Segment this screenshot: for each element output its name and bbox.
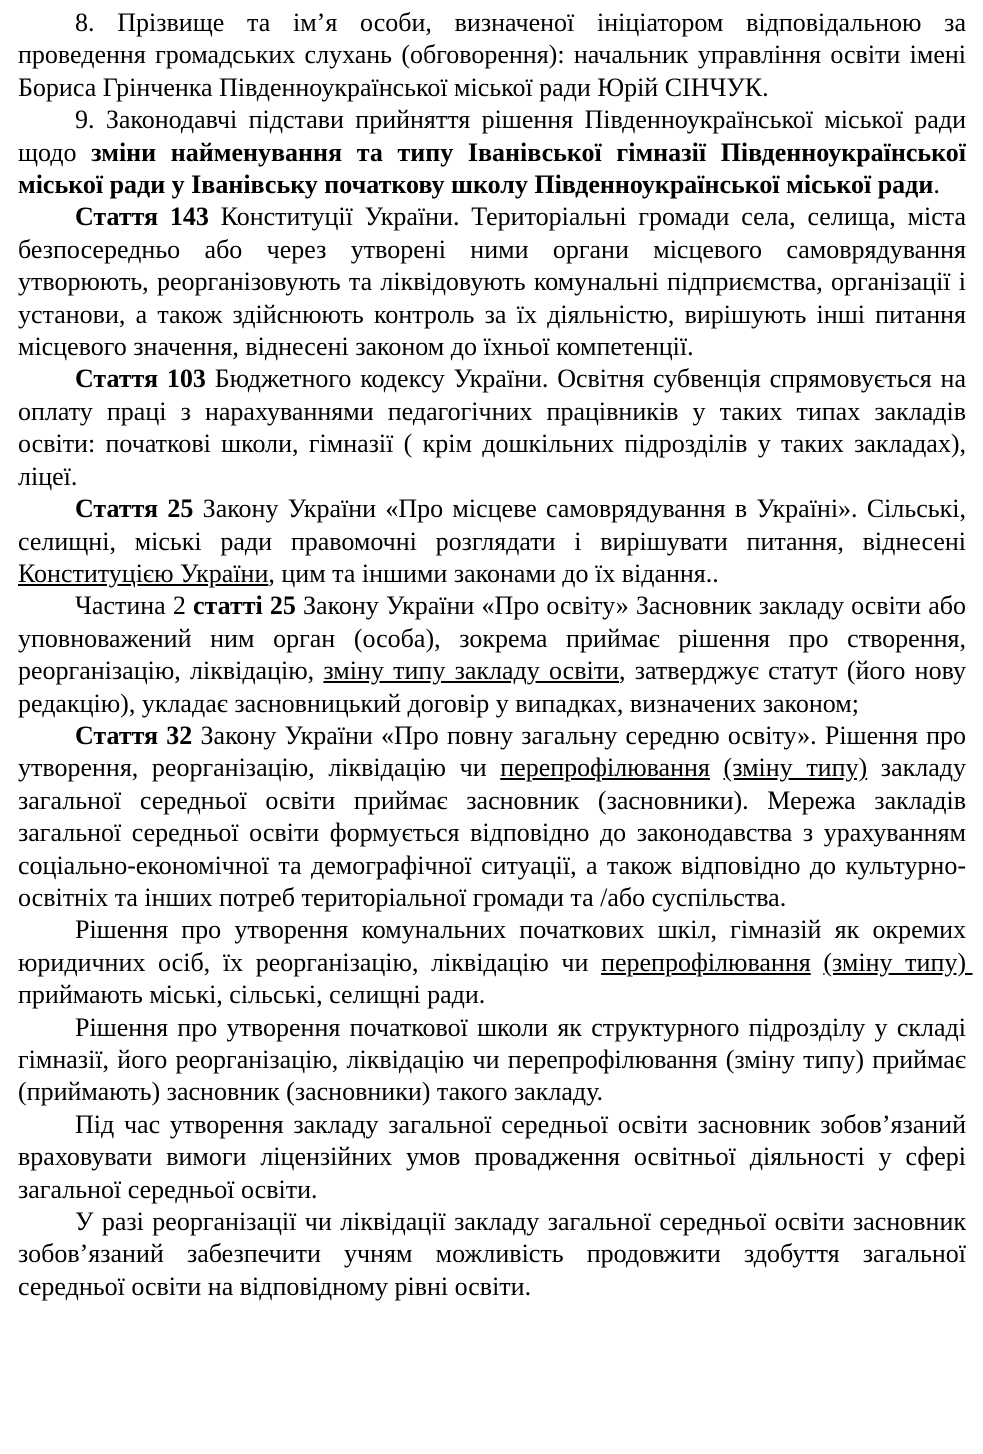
paragraph-reorganization-guarantee	[18, 1206, 973, 1303]
text-run: Стаття 32	[75, 720, 193, 750]
text-run	[811, 948, 824, 977]
text-run: , затверджує статут (його нову редакцію), укладає засновницький договір у випадках, визначених законом;	[18, 656, 973, 718]
text-run: Бюджетного кодексу України. Освітня субвенція спрямовується на оплату праці з нарахуваннями педагогічних працівників у таких типах закладів освіти: початкові школи, гімназії ( крім дошкільних підрозділів у таких закладах), ліцеї.	[18, 364, 973, 491]
text-run: Рішення про утворення початкової школи як структурного підрозділу у складі гімназії, його реорганізацію, ліквідацію чи перепрофілювання (зміну типу) приймає (приймають) засновник (засновники) такого закладу.	[18, 1012, 973, 1107]
text-run: статті 25	[193, 591, 296, 621]
text-run: Частина 2	[75, 591, 193, 621]
paragraph-article-143	[18, 201, 973, 363]
text-run: Конституцією України	[18, 558, 269, 588]
text-run: Закону України «Про місцеве самоврядування в Україні». Сільські, селищні, міські ради правомочні розглядати і вирішувати питання, віднесені	[18, 494, 973, 556]
text-run: .	[933, 170, 940, 200]
paragraph-part-2-article-25	[18, 590, 973, 720]
text-run: Під час утворення закладу загальної середньої освіти засновник зобов’язаний враховувати вимоги ліцензійних умов провадження освітньої діяльності у сфері загальної середньої освіти.	[18, 1109, 973, 1204]
text-run: Закону України «Про освіту» Засновник закладу освіти або уповноважений ним орган (особа), зокрема приймає рішення про створення, реорганізацію, ліквідацію,	[18, 591, 973, 686]
paragraph-item-8	[18, 7, 973, 104]
paragraph-article-25	[18, 493, 973, 590]
text-run: Рішення про утворення комунальних початкових шкіл, гімназій як окремих юридичних осіб, їх реорганізацію, ліквідацію чи	[18, 915, 973, 977]
text-run	[710, 753, 724, 782]
text-run: (зміну типу)	[823, 947, 973, 977]
text-run: зміну типу закладу освіти	[323, 656, 619, 686]
text-run: 9. Законодавчі підстави прийняття рішення Південноукраїнської міської ради щодо	[18, 105, 973, 167]
text-run: перепрофілювання	[500, 753, 710, 783]
text-run: зміни найменування та типу Іванівської гімназії Південноукраїнської міської ради у Іванівську початкову школу Південноукраїнської міської ради	[18, 137, 973, 200]
paragraph-founder-licensing-duty	[18, 1109, 973, 1206]
text-run: Стаття 143	[75, 202, 209, 232]
text-run: закладу загальної середньої освіти приймає засновник (засновники). Мережа закладів загальної середньої освіти формується відповідно до законодавства з урахуванням соціально-економічної та демографічної ситуації, а також відповідно до культурно-освітніх та інших потреб територіальної громади та /або суспільства.	[18, 753, 973, 912]
paragraph-article-32	[18, 720, 973, 914]
text-run: Закону України «Про повну загальну середню освіту». Рішення про утворення, реорганізацію, ліквідацію чи	[18, 720, 973, 783]
paragraph-communal-schools-decision	[18, 914, 973, 1011]
text-run: (зміну типу)	[723, 753, 868, 783]
text-run: приймають міські, сільські, селищні ради.	[18, 980, 486, 1010]
text-run: Стаття 25	[75, 494, 194, 524]
text-run: У разі реорганізації чи ліквідації закладу загальної середньої освіти засновник зобов’язаний забезпечити учням можливість продовжити здобуття загальної середньої освіти на відповідному рівні освіти.	[18, 1207, 973, 1301]
document-body	[18, 7, 973, 1303]
paragraph-structural-unit-decision	[18, 1012, 973, 1109]
text-run: перепрофілювання	[601, 947, 811, 977]
text-run: Конституції України. Територіальні громади села, селища, міста безпосередньо або через утворені ними органи місцевого самоврядування утворюють, реорганізовують та ліквідовують комунальні підприємства, організації і установи, а також здійснюють контроль за їх діяльністю, вирішують інші питання місцевого значення, віднесені законом до їхньої компетенції.	[18, 202, 973, 362]
text-run: Стаття 103	[75, 364, 206, 394]
text-run: , цим та іншими законами до їх відання..	[268, 558, 719, 588]
text-run: 8. Прізвище та ім’я особи, визначеної ініціатором відповідальною за проведення громадських слухань (обговорення): начальник управління освіти імені Бориса Грінченка Південноукраїнської міської ради Юрій СІНЧУК.	[18, 8, 973, 102]
paragraph-article-103	[18, 363, 973, 493]
paragraph-item-9	[18, 104, 973, 201]
